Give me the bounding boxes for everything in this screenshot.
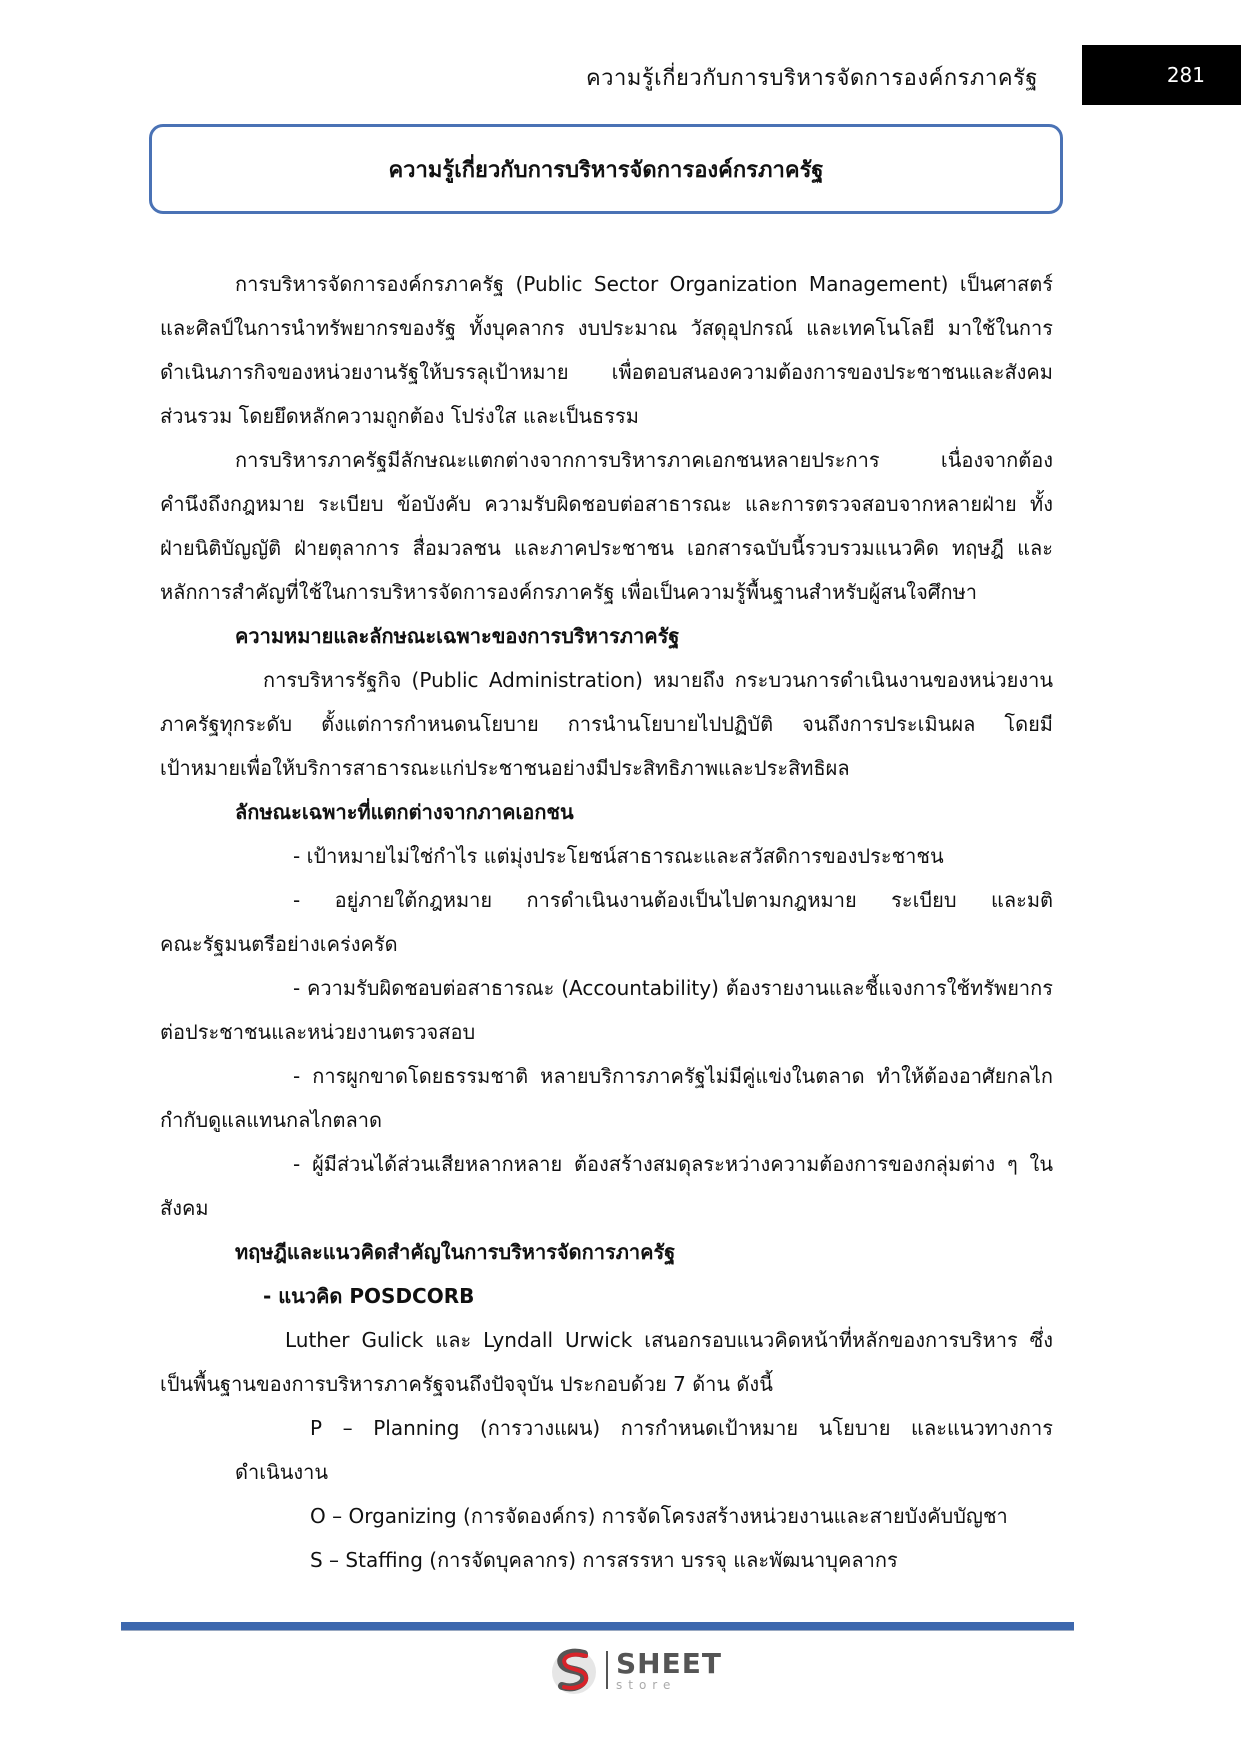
- section-title-box: [149, 124, 1063, 214]
- paragraph-line: และศิลป์ในการนำทรัพยากรของรัฐ ทั้งบุคลากร งบประมาณ วัสดุอุปกรณ์ และเทคโนโลยี มาใช้ในการ: [160, 316, 1053, 340]
- subheading: ลักษณะเฉพาะที่แตกต่างจากภาคเอกชน: [235, 800, 574, 824]
- posdcorb-continuation: ดำเนินงาน: [235, 1460, 329, 1484]
- running-header-title: ความรู้เกี่ยวกับการบริหารจัดการองค์กรภาครัฐ: [585, 66, 1038, 91]
- bullet-continuation: สังคม: [160, 1196, 209, 1220]
- logo-separator: [606, 1651, 608, 1689]
- bullet-continuation: คณะรัฐมนตรีอย่างเคร่งครัด: [160, 932, 398, 956]
- paragraph-line: Luther Gulick และ Lyndall Urwick เสนอกรอบแนวคิดหน้าที่หลักของการบริหาร ซึ่ง: [285, 1328, 1053, 1352]
- posdcorb-item: S – Staffing (การจัดบุคลากร) การสรรหา บรรจุ และพัฒนาบุคลากร: [310, 1548, 898, 1572]
- paragraph-line: การบริหารภาครัฐมีลักษณะแตกต่างจากการบริหารภาคเอกชนหลายประการ เนื่องจากต้อง: [235, 448, 1053, 472]
- paragraph-line: เป้าหมายเพื่อให้บริการสาธารณะแก่ประชาชนอย่างมีประสิทธิภาพและประสิทธิผล: [160, 756, 850, 780]
- bullet-line: - ผู้มีส่วนได้ส่วนเสียหลากหลาย ต้องสร้างสมดุลระหว่างความต้องการของกลุ่มต่าง ๆ ใน: [293, 1152, 1053, 1176]
- sheet-logo-icon: [548, 1644, 600, 1696]
- posdcorb-item: P – Planning (การวางแผน) การกำหนดเป้าหมาย นโยบาย และแนวทางการ: [310, 1416, 1053, 1440]
- subheading: ทฤษฎีและแนวคิดสำคัญในการบริหารจัดการภาครัฐ: [235, 1240, 676, 1264]
- bullet-line: - ความรับผิดชอบต่อสาธารณะ (Accountability) ต้องรายงานและชี้แจงการใช้ทรัพยากร: [293, 976, 1053, 1000]
- paragraph-line: ฝ่ายนิติบัญญัติ ฝ่ายตุลาการ สื่อมวลชน และภาคประชาชน เอกสารฉบับนี้รวบรวมแนวคิด ทฤษฎี และ: [160, 536, 1053, 560]
- section-title: ความรู้เกี่ยวกับการบริหารจัดการองค์กรภาครัฐ: [388, 157, 824, 183]
- paragraph-line: หลักการสำคัญที่ใช้ในการบริหารจัดการองค์กรภาครัฐ เพื่อเป็นความรู้พื้นฐานสำหรับผู้สนใจศึกษา: [160, 580, 978, 604]
- bullet-line: - อยู่ภายใต้กฎหมาย การดำเนินงานต้องเป็นไปตามกฎหมาย ระเบียบ และมติ: [293, 888, 1053, 912]
- bullet-continuation: ต่อประชาชนและหน่วยงานตรวจสอบ: [160, 1020, 476, 1044]
- bullet-line: - การผูกขาดโดยธรรมชาติ หลายบริการภาครัฐไม่มีคู่แข่งในตลาด ทำให้ต้องอาศัยกลไก: [293, 1064, 1053, 1088]
- posdcorb-item: O – Organizing (การจัดองค์กร) การจัดโครงสร้างหน่วยงานและสายบังคับบัญชา: [310, 1504, 1008, 1528]
- logo-sub-text: store: [616, 1677, 677, 1692]
- concept-heading: - แนวคิด POSDCORB: [263, 1284, 475, 1308]
- footer-rule: [121, 1622, 1074, 1631]
- page-number: 281: [1082, 45, 1241, 105]
- body-text: [160, 262, 1053, 1582]
- sheet-store-logo: [548, 1644, 722, 1696]
- paragraph-line: ภาครัฐทุกระดับ ตั้งแต่การกำหนดนโยบาย การนำนโยบายไปปฏิบัติ จนถึงการประเมินผล โดยมี: [160, 712, 1053, 736]
- logo-main-text: SHEET: [616, 1646, 722, 1680]
- paragraph-line: การบริหารรัฐกิจ (Public Administration) หมายถึง กระบวนการดำเนินงานของหน่วยงาน: [263, 668, 1053, 692]
- paragraph-line: การบริหารจัดการองค์กรภาครัฐ (Public Sector Organization Management) เป็นศาสตร์: [235, 272, 1053, 296]
- bullet-line: - เป้าหมายไม่ใช่กำไร แต่มุ่งประโยชน์สาธารณะและสวัสดิการของประชาชน: [293, 844, 944, 868]
- paragraph-line: ดำเนินภารกิจของหน่วยงานรัฐให้บรรลุเป้าหมาย เพื่อตอบสนองความต้องการของประชาชนและสังคม: [160, 360, 1053, 384]
- paragraph-line: ส่วนรวม โดยยึดหลักความถูกต้อง โปร่งใส และเป็นธรรม: [160, 404, 639, 428]
- logo-text: [616, 1646, 722, 1692]
- paragraph-line: คำนึงถึงกฎหมาย ระเบียบ ข้อบังคับ ความรับผิดชอบต่อสาธารณะ และการตรวจสอบจากหลายฝ่าย ทั้ง: [160, 492, 1053, 516]
- paragraph-line: เป็นพื้นฐานของการบริหารภาครัฐจนถึงปัจจุบัน ประกอบด้วย 7 ด้าน ดังนี้: [160, 1372, 773, 1396]
- bullet-continuation: กำกับดูแลแทนกลไกตลาด: [160, 1108, 383, 1132]
- subheading: ความหมายและลักษณะเฉพาะของการบริหารภาครัฐ: [235, 624, 680, 648]
